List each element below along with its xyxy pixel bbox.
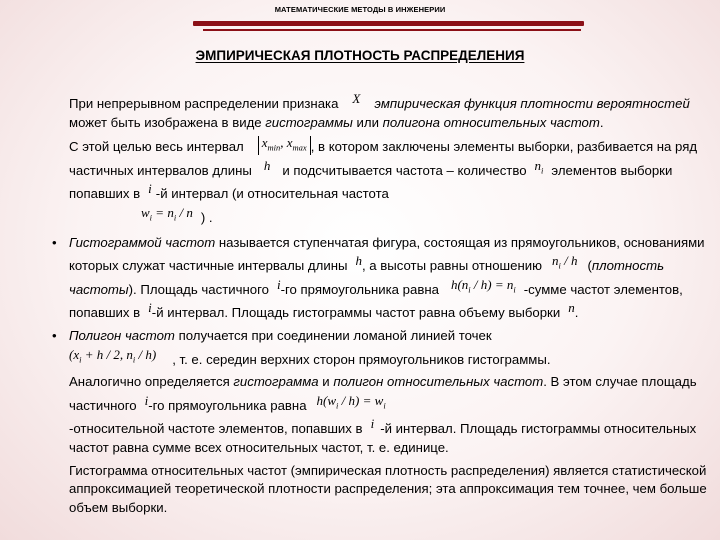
formula-i-4: i: [144, 392, 149, 408]
bullet-polygon: • Полигон частот получается при соединении ломаной линией точек ($x_i + h / 2$, $n_i / h$) , т. е. середин верхних сторон прямоугольников гистограммы.: [69, 327, 712, 369]
bullet-histogram: • Гистограммой частот называется ступенчатая фигура, состоящая из прямоугольников, основаниями которых служат частичные интервалы длины h, а высоты равны отношению $n_i$ / h (плотность частоты). Площадь частичного i-го прямоугольника равна $h(n_i / h) = n_i$ -сумме частот элементов, попавших в i-й интервал. Площадь гистограммы частот равна объему выборки n.: [69, 234, 712, 323]
formula-ni: $n_i$: [534, 157, 544, 176]
formula-interval: $x_{min}$, $x_{max}$: [258, 136, 311, 155]
formula-h: h: [263, 157, 271, 173]
formula-n: n: [568, 300, 575, 316]
formula-i: i: [148, 181, 152, 197]
header-rule-thin: [203, 29, 581, 31]
formula-points: ($x_i + h / 2$, $n_i / h$): [69, 346, 157, 365]
formula-ni-over-h: $n_i$ / h: [552, 253, 578, 271]
formula-area-ni: $h(n_i / h) = n_i$: [450, 276, 516, 295]
paragraph-interval: С этой целью весь интервал $x_{min}$, $x_{max}$ , в котором заключены элементы выборки, разбивается на ряд частичных интервалов длины h и подсчитывается частота – количество $n_i$ элементов выборки попавших в i -й интервал (и относительная частота $w_i = n_i / n$ ) .: [69, 138, 712, 227]
paragraph-relative: Аналогично определяется гистограмма и полигон относительных частот. В этом случае площадь частичного i-го прямоугольника равна $h(w_i / h) = w_i$ -относительной частоте элементов, попавших в i -й интервал. Площадь гистограммы относительных частот равна сумме всех относительных частот, т. е. единице.: [69, 374, 697, 455]
header-title: МАТЕМАТИЧЕСКИЕ МЕТОДЫ В ИНЖЕНЕРИИ: [274, 5, 446, 14]
formula-i-2: i: [276, 276, 281, 292]
formula-area-wi: $h(w_i / h) = w_i$: [316, 392, 386, 411]
slide-title: ЭМПИРИЧЕСКАЯ ПЛОТНОСТЬ РАСПРЕДЕЛЕНИЯ: [195, 48, 525, 63]
header-rule-thick: [193, 21, 584, 26]
formula-wi: $w_i = n_i / n$: [141, 204, 193, 223]
paragraph-intro: При непрерывном распределении признака X эмпирическая функция плотности вероятностей может быть изображена в виде гистограммы или полигона относительных частот.: [69, 91, 690, 130]
formula-h-2: h: [355, 253, 362, 269]
formula-x: X: [352, 91, 361, 106]
slide-content: [52, 90, 712, 517]
header-bar: [0, 0, 720, 40]
formula-i-5: i: [370, 416, 375, 432]
formula-i-3: i: [148, 300, 152, 316]
paragraph-conclusion: Гистограмма относительных частот (эмпирическая плотность распределения) является статистической аппроксимацией теоретической плотности распределения; эта аппроксимация тем точнее, чем больше объем выборки.: [69, 462, 707, 515]
